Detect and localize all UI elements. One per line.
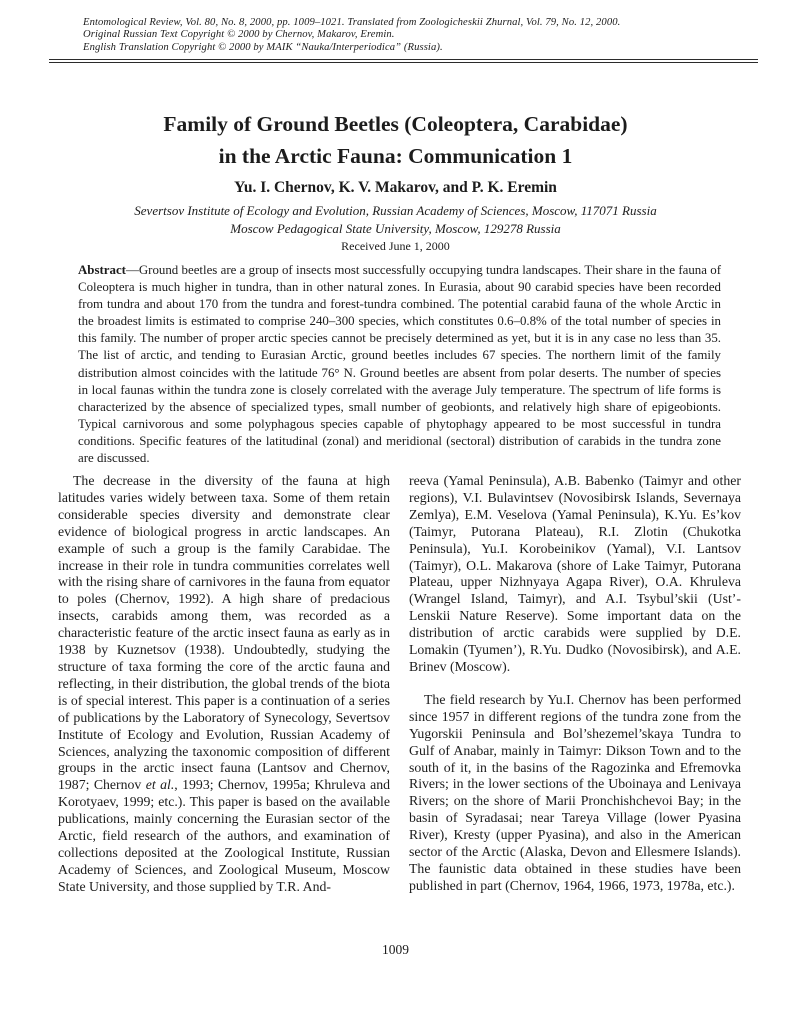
left-paragraph-et-al: et al. [145,777,175,793]
left-paragraph-post: , 1993; Chernov, 1995a; Khruleva and Korotyaev, 1999; etc.). This paper is based on the available publications, mainly concerning the Eurasian sector of the Arctic, field research of the authors, and examination of collections deposited at the Zoological Institute, Russian Academy of Sciences, and Zoological Museum, Moscow State University, and those supplied by T.R. And- [58,777,391,894]
journal-header-line-1: Entomological Review, Vol. 80, No. 8, 2000, pp. 1009–1021. Translated from Zoologicheskii Zhurnal, Vol. 79, No. 12, 2000. [83,17,621,28]
left-column-paragraph [58,473,390,896]
paper-title-line-2: in the Arctic Fauna: Communication 1 [218,144,573,168]
authors-line: Yu. I. Chernov, K. V. Makarov, and P. K. Eremin [234,179,557,196]
right-column-paragraph-1: reeva (Yamal Peninsula), A.B. Babenko (Taimyr and other regions), V.I. Bulavintsev (Novosibirsk Islands, Severnaya Zemlya), E.M. Veselova (Yamal Peninsula), K.Yu. Es’kov (Taimyr, Putorana Plateau), R.I. Zlotin (Chukotka Peninsula), Yu.I. Korobeinikov (Yamal), V.I. Lantsov (Taimyr), O.L. Makarova (shore of Lake Taimyr, Putorana Plateau, upper Nizhnyaya Agapa River), O.A. Khruleva (Wrangel Island, Taimyr), and A.I. Tsybul’skii (Ust’-Lenskii Nature Reserve). Some important data on the distribution of arctic carabids were supplied by D.E. Lomakin (Tyumen’), R.Yu. Dudko (Novosibirsk), and A.E. Brinev (Moscow). [409,473,741,674]
journal-header-line-2: Original Russian Text Copyright © 2000 by Chernov, Makarov, Eremin. [83,29,395,41]
left-column [58,473,390,896]
body-columns [58,473,742,896]
right-column-paragraph-2: The field research by Yu.I. Chernov has been performed since 1957 in different regions of the tundra zone from the Yugorskii Peninsula and Bol’shezemel’skaya Tundra to Gulf of Anabar, mainly in Taimyr: Dikson Town and to the south of it, in the basins of the Ragozinka and Efremovka Rivers; in the lower sections of the Uboinaya and Lenivaya Rivers; on the shore of Marii Pronchishchevoi Bay; in the basin of Syradasai; near Tareya Village (lower Pyasina River), Kresty (upper Pyasina), and also in the American sector of the Arctic (Alaska, Devon and Ellesmere Islands). The faunistic data obtained in these studies have been published in part (Chernov, 1964, 1966, 1973, 1978a, etc.). [409,691,741,893]
right-column [409,473,741,896]
affiliation-2: Moscow Pedagogical State University, Moscow, 129278 Russia [230,220,561,236]
affiliations-block [0,202,791,237]
affiliation-1: Severtsov Institute of Ecology and Evolution, Russian Academy of Sciences, Moscow, 117071 Russia [134,203,657,218]
paper-title [0,108,791,172]
journal-header-line-3: English Translation Copyright © 2000 by MAIK “Nauka/Interperiodica” (Russia). [83,41,443,53]
abstract [78,262,721,467]
abstract-label: Abstract [78,263,126,277]
paper-title-line-1: Family of Ground Beetles (Coleoptera, Carabidae) [163,112,628,136]
abstract-text: —Ground beetles are a group of insects most successfully occupying tundra landscapes. Their share in the fauna of Coleoptera is much higher in tundra, than in other natural zones. In Eurasia, about 90 carabid species have been recorded from tundra and about 170 from the tundra and forest-tundra combined. The potential carabid fauna of the whole Arctic in the broadest limits is estimated to comprise 240–300 species, which constitutes 0.6–0.8% of the total number of species in this family. The number of proper arctic species cannot be precisely determined as yet, but it is in any case no less than 35. The list of arctic, and tending to Eurasian Arctic, ground beetles includes 67 species. The northern limit of the family distribution almost coincides with the latitude 76° N. Ground beetles are absent from polar deserts. The number of species in local faunas within the tundra zone is closely correlated with the average July temperature. The spectrum of life forms is characterized by the absence of specialized types, small number of geobionts, and relatively high share of epigeobionts. Typical carnivorous and some polyphagous species capable of phytophagy appeared to be most successful in tundra conditions. Specific features of the latitudinal (zonal) and meridional (sectoral) distribution of carabids in the tundra zone are discussed. [78,263,721,466]
header-double-rule [49,59,758,63]
left-paragraph-pre: The decrease in the diversity of the fauna at high latitudes varies widely between taxa. Some of them retain considerable species diversity and demonstrate clear evidence of biological progress in arctic landscapes. An example of such a group is the family Carabidae. The increase in their role in tundra communities correlates well with the rising share of carnivores in the fauna from equator to poles (Chernov, 1992). A high share of predacious insects, carabids among them, was recorded as a characteristic feature of the arctic insect fauna as early as in 1938 by Kuznetsov (1938). Undoubtedly, studying the structure of taxa forming the core of the arctic fauna and reflecting, in their distribution, the global trends of the biota is of special interest. This paper is a continuation of a series of publications by the Laboratory of Synecology, Severtsov Institute of Ecology and Evolution, Russian Academy of Sciences, analyzing the taxonomic composition of different groups in the arctic insect fauna (Lantsov and Chernov, 1987; Chernov [58,473,390,793]
journal-header [83,17,743,54]
page-number: 1009 [382,942,409,957]
received-date: Received June 1, 2000 [341,239,450,253]
